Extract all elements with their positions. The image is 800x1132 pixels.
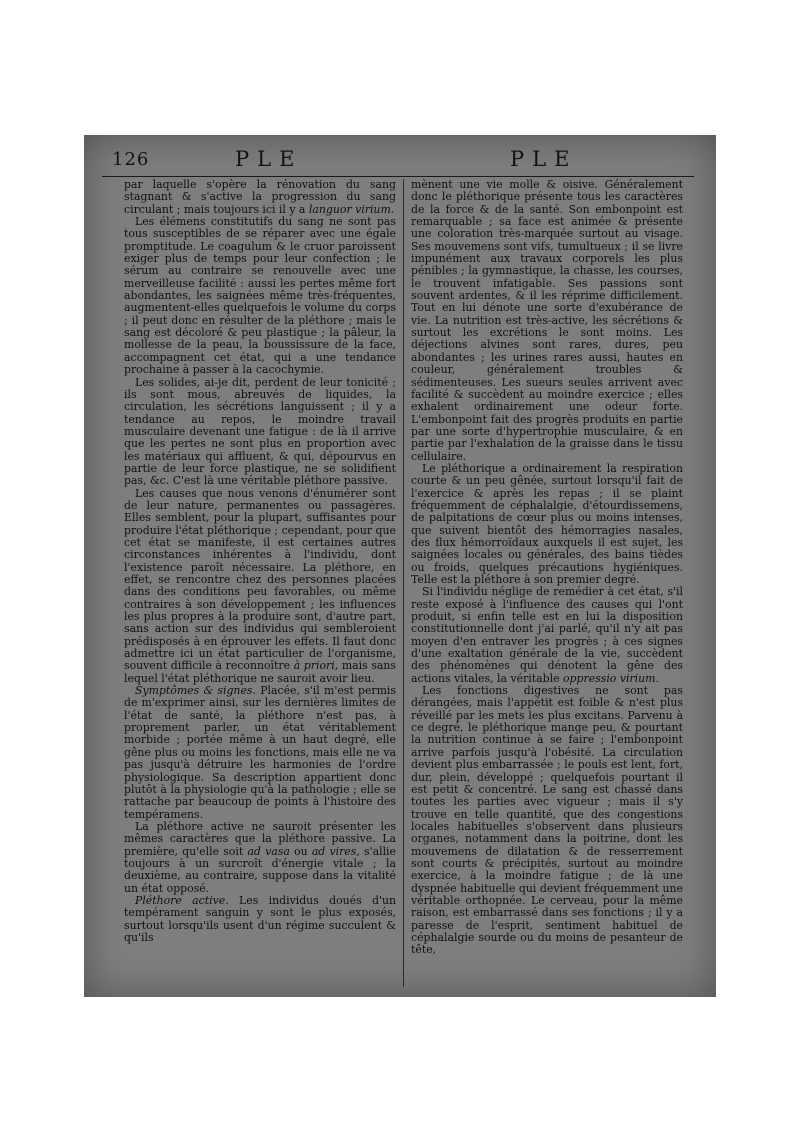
column-divider (403, 179, 404, 987)
paragraph: La pléthore active ne sauroit présenter les mêmes caractères que la pléthore passive. La première, qu'elle soit ad vasa ou ad vires, s'allie toujours à un surcroît d'énergie vitale ; la deuxième, au contraire, suppose dans la vitalité un état opposé. (124, 819, 396, 895)
paragraph: Les fonctions digestives ne sont pas dérangées, mais l'appétit est foible & n'est plus réveillé par les mets les plus excitans. Parvenu à ce degré, le pléthorique mange peu, & pourtant la nutrition continue à se faire ; l'embonpoint arrive parfois jusqu'à l'obésité. La circulation devient plus embarrassée ; le pouls est lent, fort, dur, plein, développé ; quelquefois pourtant il est petit & concentré. Le sang est chassé dans toutes les parties avec vigueur ; mais il s'y trouve en telle quantité, que des congestions locales habituelles s'observent dans plusieurs organes, notamment dans la poitrine, dont les mouvemens de dilatation & de resserrement sont courts & précipités, surtout au moindre exercice, à la moindre fatigue ; de là une dyspnée habituelle qui devient fréquemment une véritable orthopnée. Le cerveau, pour la même raison, est embarrassé dans ses fonctions ; il y a paresse de l'esprit, sentiment habituel de céphalalgie sourde ou du moins de pesanteur de tête, (411, 684, 683, 957)
paragraph: par laquelle s'opère la rénovation du sang stagnant & s'active la progression du sang circulant ; mais toujours ici il y a languor virium. (124, 178, 396, 216)
section-heading: Symptômes & signes. (135, 684, 256, 698)
header-rule (102, 176, 694, 177)
paragraph: Les élémens constitutifs du sang ne sont pas tous susceptibles de se réparer avec une égale promptitude. Le coagulum & le cruor paroissent exiger plus de temps pour leur confection ; le sérum au contraire se renouvelle avec une merveilleuse facilité : aussi les pertes même fort abondantes, les saignées même très-fréquentes, augmentent-elles quelquefois le volume du corps ; il peut donc en résulter de la pléthore ; mais le sang est décoloré & peu plastique ; la pâleur, la mollesse de la peau, la boussissure de la face, accompagnent cet état, qui a une tendance prochaine à passer à la cacochymie. (124, 215, 396, 377)
section-heading: Pléthore active. (135, 893, 229, 907)
right-column (411, 179, 683, 957)
page-header (100, 145, 698, 171)
running-head-left: PLE (235, 147, 303, 171)
paragraph: mènent une vie molle & oisive. Généralement donc le pléthorique présente tous les caractères de la force & de la santé. Son embonpoint est remarquable ; sa face est animée & présente une coloration très-marquée surtout au visage. Ses mouvemens sont vifs, tumultueux ; il se livre impunément aux travaux corporels les plus pénibles ; la gymnastique, la chasse, les courses, le trouvent infatigable. Ses passions sont souvent ardentes, & il les réprime difficilement. Tout en lui dénote une sorte d'exubérance de vie. La nutrition est très-active, les sécrétions & surtout les excrétions le sont moins. Les déjections alvines sont rares, dures, peu abondantes ; les urines rares aussi, hautes en couleur, généralement troubles & sédimenteuses. Les sueurs seules arrivent avec facilité & succèdent au moindre exercice ; elles exhalent ordinairement une odeur forte. L'embonpoint fait des progrès produits en partie par une sorte d'hypertrophie musculaire, & en partie par l'exhalation de la graisse dans le tissu cellulaire. (411, 178, 683, 463)
paragraph: Les causes que nous venons d'énumérer sont de leur nature, permanentes ou passagères. Elles semblent, pour la plupart, suffisantes pour produire l'état pléthorique ; cependant, pour que cet état se manifeste, il est certaines autres circonstances inhérentes à l'individu, dont l'existence paroît nécessaire. La pléthore, en effet, se rencontre chez des personnes placées dans des conditions peu favorables, ou même contraires à son développement ; les influences les plus propres à la produire sont, d'autre part, sans action sur des individus qui sembleroient prédisposés à en éprouver les effets. Il faut donc admettre ici un état particulier de l'organisme, souvent difficile à reconnoître à priori, mais sans lequel l'état pléthorique ne sauroit avoir lieu. (124, 486, 397, 685)
paragraph: Les solides, ai-je dit, perdent de leur tonicité ; ils sont mous, abreuvés de liquides, la circulation, les sécrétions languissent ; il y a tendance au repos, le moindre travail musculaire devenant une fatigue : de là il arrive que les pertes ne sont plus en proportion avec les matériaux qui affluent, & qui, dépourvus en partie de leur force plastique, ne se solidifient pas, &c. C'est là une véritable pléthore passive. (124, 375, 396, 488)
page-number: 126 (112, 149, 150, 170)
paragraph: Symptômes & signes. Placée, s'il m'est permis de m'exprimer ainsi, sur les dernières limites de l'état de santé, la pléthore n'est pas, à proprement parler, un état véritablement morbide ; portée même à un haut degré, elle gêne plus ou moins les fonctions, mais elle ne va pas jusqu'à détruire les harmonies de l'ordre physiologique. Sa description appartient donc plutôt à la physiologie qu'à la pathologie ; elle se rattache par beaucoup de points à l'histoire des tempéramens. (124, 684, 396, 821)
running-head-right: PLE (510, 147, 578, 171)
paragraph: Si l'individu néglige de remédier à cet état, s'il reste exposé à l'influence des causes qui l'ont produit, si enfin telle est en lui la disposition constitutionnelle dont j'ai parlé, qu'il n'y ait pas moyen d'en entraver les progrès ; à ces signes d'une exaltation générale de la vie, succèdent des phénomènes qui dénotent la gêne des actions vitales, la véritable oppressio virium. (411, 585, 683, 685)
paragraph: Le pléthorique a ordinairement la respiration courte & un peu gênée, surtout lorsqu'il fait de l'exercice & après les repas ; il se plaint fréquemment de céphalalgie, d'étourdissemens, de palpitations de cœur plus ou moins intenses, que suivent bientôt des hémorragies nasales, des flux hémorroïdaux auxquels il est sujet, les saignées locales ou générales, des bains tièdes ou froids, quelques précautions hygiéniques. Telle est la pléthore à son premier degré. (411, 461, 683, 586)
paragraph: Pléthore active. Les individus doués d'un tempérament sanguin y sont le plus exposés, surtout lorsqu'ils usent d'un régime succulent & qu'ils (124, 893, 397, 944)
left-column (124, 179, 396, 944)
scanned-page (84, 135, 716, 997)
